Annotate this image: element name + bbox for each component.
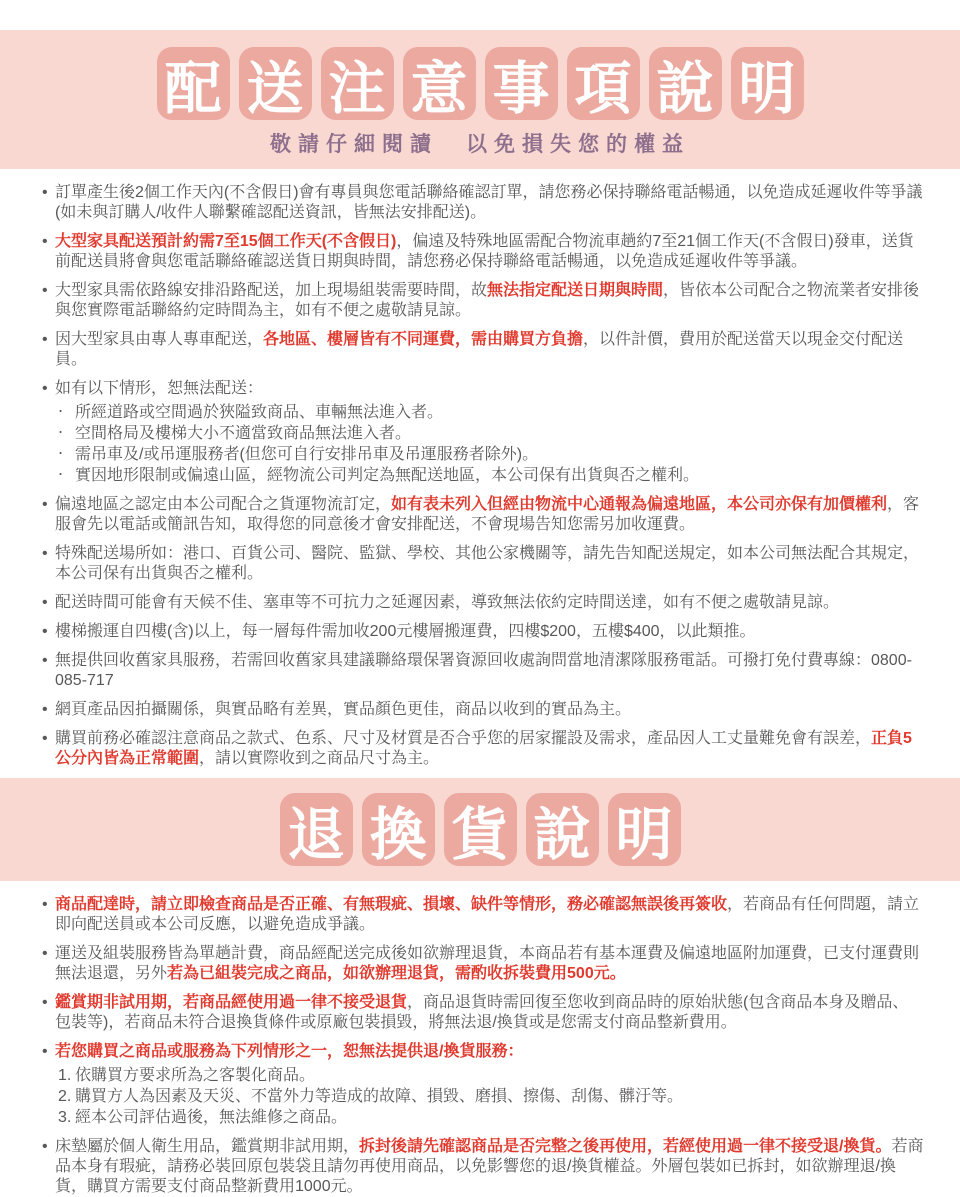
notice-item — [42, 622, 924, 642]
notice-text: 特殊配送場所如：港口、百貨公司、醫院、監獄、學校、其他公家機關等，請先告知配送規定，如本公司無法配合其規定，本公司保有出貨與否之權利。 — [55, 545, 920, 582]
bullet-icon: • — [42, 701, 48, 718]
notice-subitem — [55, 1086, 924, 1107]
notice-text: 鑑賞期非試用期，若商品經使用過一律不接受退貨，商品退貨時需回復至您收到商品時的原始狀態(包含商品本身及贈品、包裝等)，若商品未符合退換貨條件或原廠包裝損毀，將無法退/換貨或是您需支付商品整新費用。 — [55, 994, 909, 1031]
notice-text: 樓梯搬運自四樓(含)以上，每一層每件需加收200元樓層搬運費，四樓$200，五樓$400，以此類推。 — [55, 623, 756, 640]
bullet-icon: • — [42, 594, 48, 611]
title-char-tile: 明 — [608, 793, 681, 866]
notice-item — [42, 593, 924, 613]
notice-item — [42, 183, 924, 223]
bullet-icon: • — [42, 652, 48, 669]
bullet-icon: • — [42, 896, 48, 913]
notice-text: 如有以下情形，恕無法配送： — [55, 380, 264, 397]
title-char-tile: 送 — [239, 47, 312, 120]
bullet-icon: • — [42, 1138, 48, 1155]
notice-text: 購買前務必確認注意商品之款式、色系、尺寸及材質是否合乎您的居家擺設及需求，產品因人工丈量難免會有誤差，正負5公分內皆為正常範圍，請以實際收到之商品尺寸為主。 — [55, 730, 912, 767]
notice-text: 床墊屬於個人衛生用品，鑑賞期非試用期，拆封後請先確認商品是否完整之後再使用，若經使用過一律不接受退/換貨。若商品本身有瑕疵，請務必裝回原包裝袋且請勿再使用商品，以免影響您的退/換貨權益。外層包裝如已拆封，如欲辦理退/換貨，購買方需要支付商品整新費用1000元。 — [55, 1138, 924, 1195]
sub-bullet-icon: 1. — [58, 1067, 72, 1084]
notice-item — [42, 700, 924, 720]
title-char-tile: 貨 — [444, 793, 517, 866]
sub-bullet-icon: ‧ — [58, 425, 64, 442]
sub-bullet-icon: ‧ — [58, 404, 64, 421]
subitem-text: 所經道路或空間過於狹隘致商品、車輛無法進入者。 — [75, 404, 444, 421]
bullet-icon: • — [42, 945, 48, 962]
delivery-subtitle: 敬請仔細閱讀 以免損失您的權益 — [270, 133, 690, 156]
notice-text: 網頁產品因拍攝關係，與實品略有差異，實品顏色更佳，商品以收到的實品為主。 — [55, 701, 632, 718]
bullet-icon: • — [42, 380, 48, 397]
title-char-tile: 換 — [362, 793, 435, 866]
subitem-text: 購買方人為因素及天災、不當外力等造成的故障、損毀、磨損、擦傷、刮傷、髒汙等。 — [75, 1088, 684, 1105]
delivery-title — [0, 47, 960, 120]
bullet-icon: • — [42, 730, 48, 747]
notice-text: 商品配達時，請立即檢查商品是否正確、有無瑕疵、損壞、缺件等情形，務必確認無誤後再簽收，若商品有任何問題，請立即向配送員或本公司反應，以避免造成爭議。 — [55, 896, 920, 933]
notice-subitem — [55, 402, 924, 423]
subitem-text: 實因地形限制或偏遠山區，經物流公司判定為無配送地區，本公司保有出貨與否之權利。 — [75, 467, 700, 484]
delivery-notes-list — [0, 169, 960, 769]
notice-item — [42, 330, 924, 370]
notice-item — [42, 944, 924, 984]
sub-bullet-icon: 3. — [58, 1109, 72, 1126]
bullet-icon: • — [42, 282, 48, 299]
notice-item — [42, 993, 924, 1033]
notice-item — [42, 379, 924, 486]
title-char-tile: 項 — [567, 47, 640, 120]
title-char-tile: 說 — [526, 793, 599, 866]
bullet-icon: • — [42, 496, 48, 513]
notice-text: 配送時間可能會有天候不佳、塞車等不可抗力之延遲因素，導致無法依約定時間送達，如有不便之處敬請見諒。 — [55, 594, 840, 611]
bullet-icon: • — [42, 184, 48, 201]
subitem-text: 需吊車及/或吊運服務者(但您可自行安排吊車及吊運服務者除外)。 — [75, 446, 539, 463]
return-title — [0, 793, 960, 866]
bullet-icon: • — [42, 233, 48, 250]
notice-text: 大型家具配送預計約需7至15個工作天(不含假日)，偏遠及特殊地區需配合物流車趟約7至21個工作天(不含假日)發車，送貨前配送員將會與您電話聯絡確認送貨日期與時間，請您務必保持聯絡電話暢通，以免造成延遲收件等爭議。 — [55, 233, 914, 270]
bullet-icon: • — [42, 331, 48, 348]
notice-item — [42, 1137, 924, 1197]
sub-bullet-icon: 2. — [58, 1088, 72, 1105]
subitem-text: 經本公司評估過後，無法維修之商品。 — [75, 1109, 348, 1126]
notice-item — [42, 232, 924, 272]
bullet-icon: • — [42, 545, 48, 562]
notice-sublist — [55, 402, 924, 486]
subitem-text: 空間格局及樓梯大小不適當致商品無法進入者。 — [75, 425, 412, 442]
title-char-tile: 退 — [280, 793, 353, 866]
notice-sublist — [55, 1065, 924, 1128]
notice-text: 無提供回收舊家具服務，若需回收舊家具建議聯絡環保署資源回收處詢問當地清潔隊服務電話。可撥打免付費專線：0800-085-717 — [55, 652, 912, 689]
title-char-tile: 事 — [485, 47, 558, 120]
notice-item — [42, 895, 924, 935]
bullet-icon: • — [42, 623, 48, 640]
notice-subitem — [55, 1107, 924, 1128]
notice-text: 偏遠地區之認定由本公司配合之貨運物流訂定，如有表未列入但經由物流中心通報為偏遠地區，本公司亦保有加價權利，客服會先以電話或簡訊告知，取得您的同意後才會安排配送，不會現場告知您需另加收運費。 — [55, 496, 920, 533]
notice-subitem — [55, 423, 924, 444]
return-notes-list — [0, 881, 960, 1197]
return-header-banner — [0, 778, 960, 881]
notice-subitem — [55, 444, 924, 465]
notice-item — [42, 544, 924, 584]
notice-subitem — [55, 465, 924, 486]
notice-item — [42, 495, 924, 535]
bullet-icon: • — [42, 1043, 48, 1060]
delivery-header-banner — [0, 30, 960, 169]
notice-subitem — [55, 1065, 924, 1086]
notice-text: 運送及組裝服務皆為單趟計費，商品經配送完成後如欲辦理退貨，本商品若有基本運費及偏遠地區附加運費，已支付運費則無法退還，另外若為已組裝完成之商品，如欲辦理退貨，需酌收拆裝費用500元。 — [55, 945, 920, 982]
notice-text: 因大型家具由專人專車配送，各地區、樓層皆有不同運費，需由購買方負擔，以件計價，費用於配送當天以現金交付配送員。 — [55, 331, 904, 368]
title-char-tile: 注 — [321, 47, 394, 120]
title-char-tile: 意 — [403, 47, 476, 120]
notice-text: 若您購買之商品或服務為下列情形之一，恕無法提供退/換貨服務： — [55, 1043, 524, 1060]
notice-item — [42, 729, 924, 769]
subitem-text: 依購買方要求所為之客製化商品。 — [75, 1067, 316, 1084]
title-char-tile: 配 — [157, 47, 230, 120]
sub-bullet-icon: ‧ — [58, 446, 64, 463]
notice-item — [42, 651, 924, 691]
title-char-tile: 明 — [731, 47, 804, 120]
sub-bullet-icon: ‧ — [58, 467, 64, 484]
notice-text: 大型家具需依路線安排沿路配送，加上現場組裝需要時間，故無法指定配送日期與時間，皆依本公司配合之物流業者安排後與您實際電話聯絡約定時間為主，如有不便之處敬請見諒。 — [55, 282, 920, 319]
bullet-icon: • — [42, 994, 48, 1011]
title-char-tile: 說 — [649, 47, 722, 120]
notice-item — [42, 281, 924, 321]
notice-item — [42, 1042, 924, 1128]
notice-text: 訂單產生後2個工作天內(不含假日)會有專員與您電話聯絡確認訂單，請您務必保持聯絡電話暢通，以免造成延遲收件等爭議(如未與訂購人/收件人聯繫確認配送資訊，皆無法安排配送)。 — [55, 184, 923, 221]
